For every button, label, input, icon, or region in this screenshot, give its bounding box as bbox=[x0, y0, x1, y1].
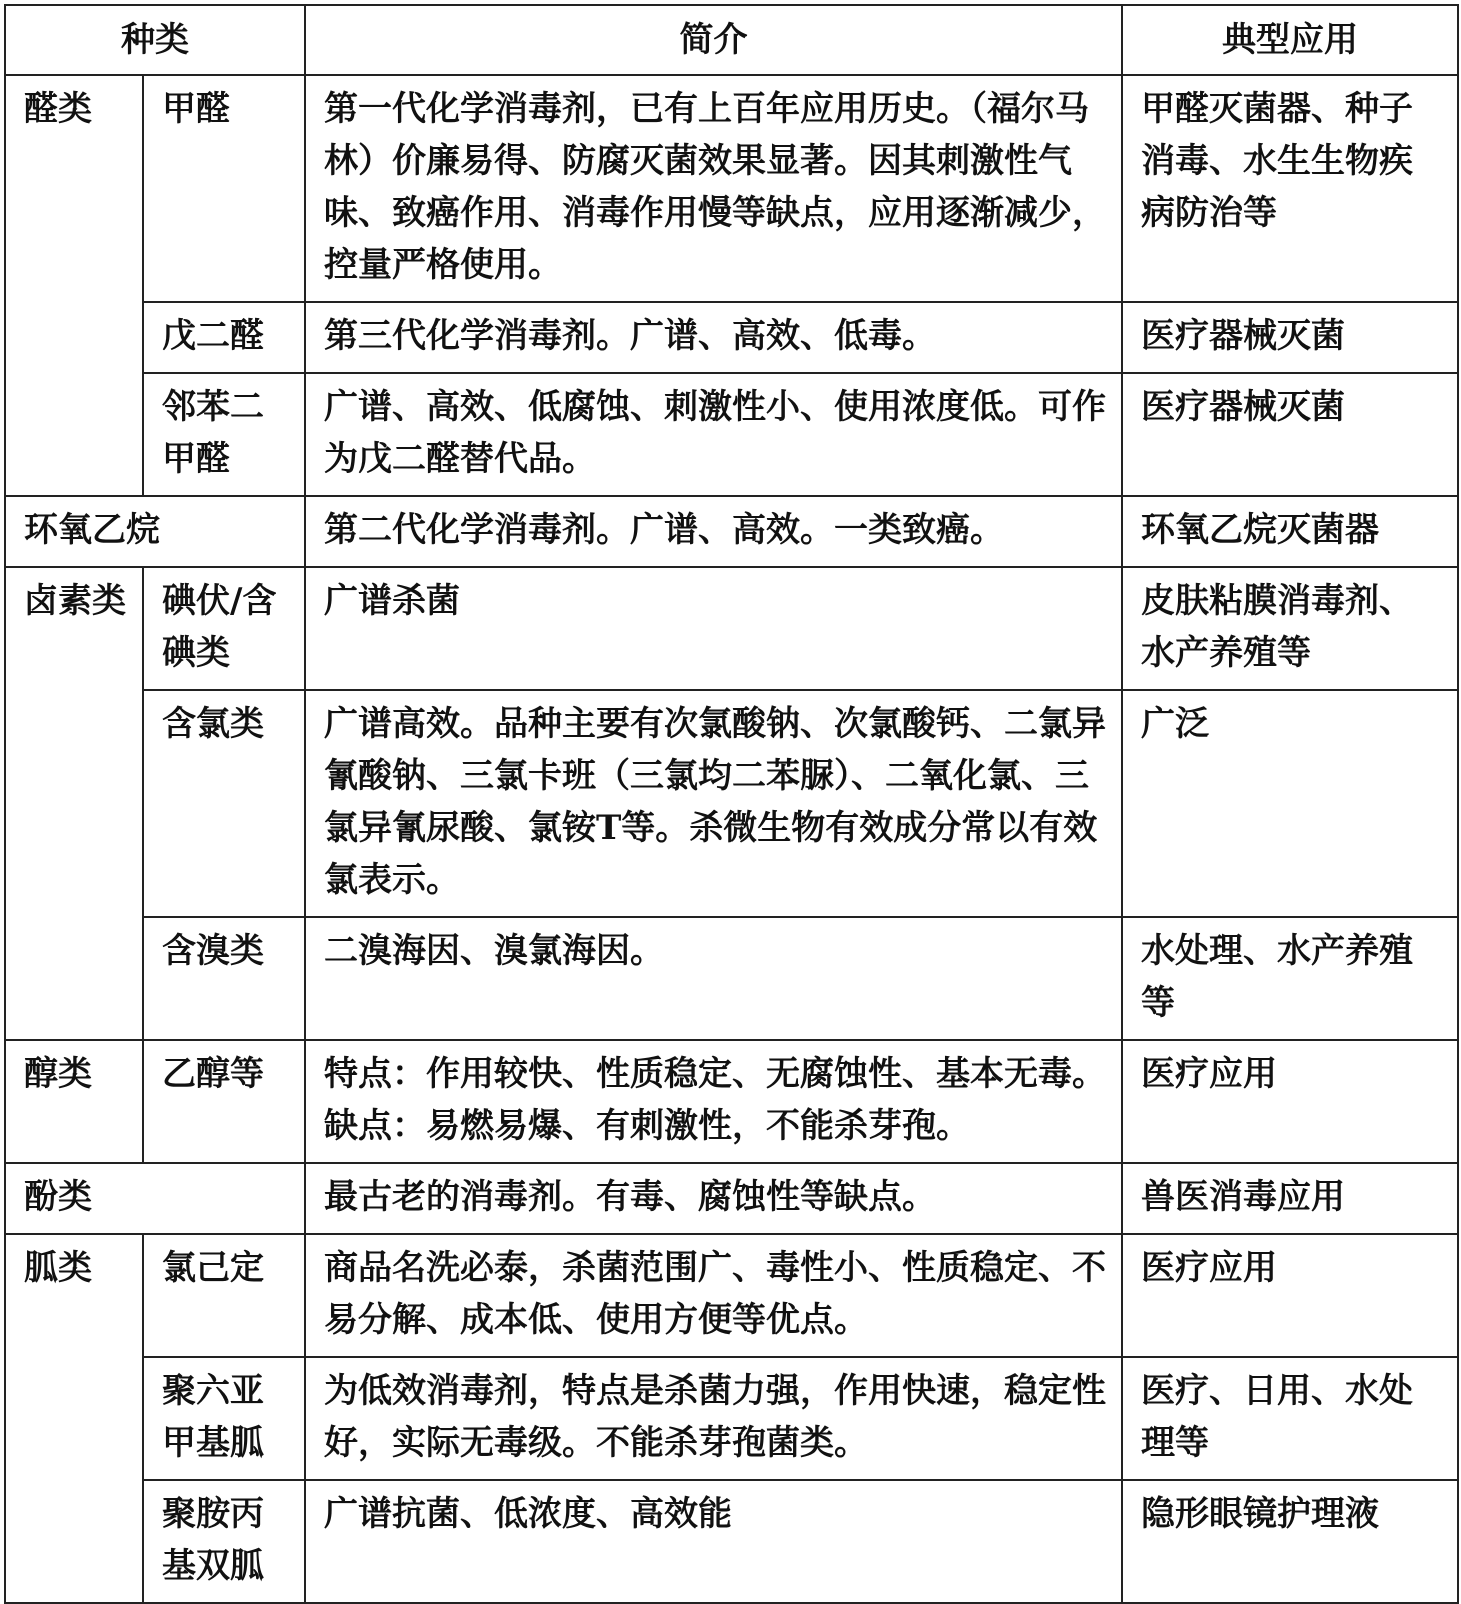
table-row bbox=[5, 1163, 1458, 1234]
description-cell: 为低效消毒剂，特点是杀菌力强，作用快速，稳定性好，实际无毒级。不能杀芽孢菌类。 bbox=[305, 1357, 1122, 1480]
table-row bbox=[5, 1480, 1458, 1603]
application-cell: 医疗器械灭菌 bbox=[1122, 373, 1458, 496]
item-cell: 戊二醛 bbox=[143, 302, 305, 373]
description-cell: 特点：作用较快、性质稳定、无腐蚀性、基本无毒。缺点：易燃易爆、有刺激性，不能杀芽孢。 bbox=[305, 1040, 1122, 1163]
description-cell: 广谱抗菌、低浓度、高效能 bbox=[305, 1480, 1122, 1603]
group-cell: 环氧乙烷 bbox=[5, 496, 305, 567]
item-cell: 氯己定 bbox=[143, 1234, 305, 1357]
table-row bbox=[5, 373, 1458, 496]
table-row bbox=[5, 302, 1458, 373]
description-cell: 商品名洗必泰，杀菌范围广、毒性小、性质稳定、不易分解、成本低、使用方便等优点。 bbox=[305, 1234, 1122, 1357]
table-row bbox=[5, 567, 1458, 690]
group-cell: 卤素类 bbox=[5, 567, 143, 1040]
item-cell: 聚六亚甲基胍 bbox=[143, 1357, 305, 1480]
description-cell: 第二代化学消毒剂。广谱、高效。一类致癌。 bbox=[305, 496, 1122, 567]
table-row bbox=[5, 75, 1458, 302]
group-cell: 胍类 bbox=[5, 1234, 143, 1603]
item-cell: 邻苯二甲醛 bbox=[143, 373, 305, 496]
application-cell: 水处理、水产养殖等 bbox=[1122, 917, 1458, 1040]
description-cell: 第一代化学消毒剂，已有上百年应用历史。（福尔马林）价廉易得、防腐灭菌效果显著。因其刺激性气味、致癌作用、消毒作用慢等缺点，应用逐渐减少，控量严格使用。 bbox=[305, 75, 1122, 302]
table-row bbox=[5, 690, 1458, 917]
application-cell: 医疗应用 bbox=[1122, 1040, 1458, 1163]
application-cell: 广泛 bbox=[1122, 690, 1458, 917]
application-cell: 甲醛灭菌器、种子消毒、水生生物疾病防治等 bbox=[1122, 75, 1458, 302]
item-cell: 碘伏/含碘类 bbox=[143, 567, 305, 690]
table-row bbox=[5, 1357, 1458, 1480]
disinfectant-table bbox=[4, 4, 1459, 1604]
item-cell: 甲醛 bbox=[143, 75, 305, 302]
description-cell: 最古老的消毒剂。有毒、腐蚀性等缺点。 bbox=[305, 1163, 1122, 1234]
description-cell: 二溴海因、溴氯海因。 bbox=[305, 917, 1122, 1040]
item-cell: 含溴类 bbox=[143, 917, 305, 1040]
application-cell: 医疗应用 bbox=[1122, 1234, 1458, 1357]
table-row bbox=[5, 917, 1458, 1040]
table-row bbox=[5, 496, 1458, 567]
header-description: 简介 bbox=[305, 5, 1122, 75]
table-row bbox=[5, 1234, 1458, 1357]
item-cell: 乙醇等 bbox=[143, 1040, 305, 1163]
header-category: 种类 bbox=[5, 5, 305, 75]
application-cell: 医疗器械灭菌 bbox=[1122, 302, 1458, 373]
description-cell: 广谱杀菌 bbox=[305, 567, 1122, 690]
table-row bbox=[5, 1040, 1458, 1163]
header-application: 典型应用 bbox=[1122, 5, 1458, 75]
application-cell: 隐形眼镜护理液 bbox=[1122, 1480, 1458, 1603]
group-cell: 酚类 bbox=[5, 1163, 305, 1234]
application-cell: 兽医消毒应用 bbox=[1122, 1163, 1458, 1234]
description-cell: 广谱、高效、低腐蚀、刺激性小、使用浓度低。可作为戊二醛替代品。 bbox=[305, 373, 1122, 496]
description-cell: 第三代化学消毒剂。广谱、高效、低毒。 bbox=[305, 302, 1122, 373]
group-cell: 醛类 bbox=[5, 75, 143, 496]
application-cell: 环氧乙烷灭菌器 bbox=[1122, 496, 1458, 567]
group-cell: 醇类 bbox=[5, 1040, 143, 1163]
application-cell: 医疗、日用、水处理等 bbox=[1122, 1357, 1458, 1480]
item-cell: 聚胺丙基双胍 bbox=[143, 1480, 305, 1603]
description-cell: 广谱高效。品种主要有次氯酸钠、次氯酸钙、二氯异氰酸钠、三氯卡班（三氯均二苯脲）、二氧化氯、三氯异氰尿酸、氯铵T等。杀微生物有效成分常以有效氯表示。 bbox=[305, 690, 1122, 917]
item-cell: 含氯类 bbox=[143, 690, 305, 917]
application-cell: 皮肤粘膜消毒剂、水产养殖等 bbox=[1122, 567, 1458, 690]
header-row bbox=[5, 5, 1458, 75]
